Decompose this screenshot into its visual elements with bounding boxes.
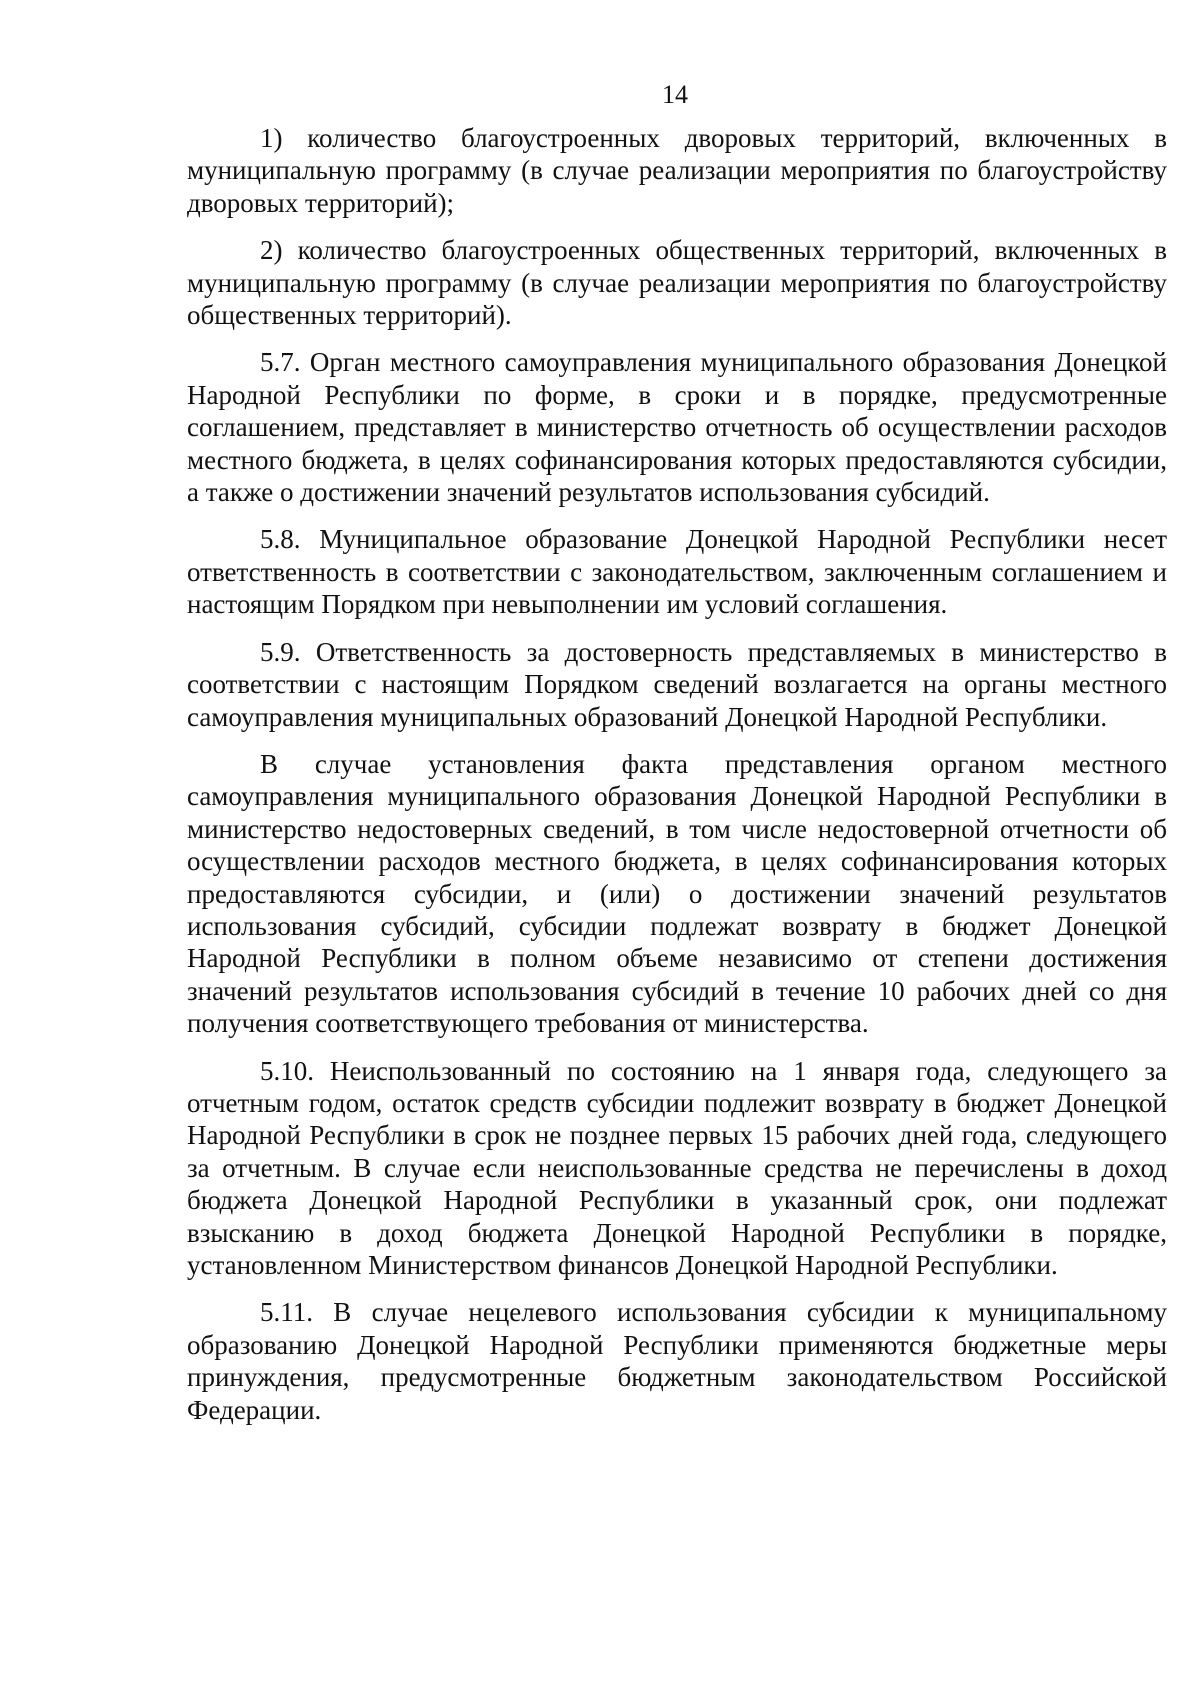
document-body <box>187 122 1167 1441</box>
paragraph-item-1: 1) количество благоустроенных дворовых территорий, включенных в муниципальную программу (в случае реализации мероприятия по благоустройству дворовых территорий); <box>187 123 1167 218</box>
page-number: 14 <box>662 80 688 109</box>
paragraph-5-10: 5.10. Неиспользованный по состоянию на 1 января года, следующего за отчетным годом, остаток средств субсидии подлежит возврату в бюджет Донецкой Народной Республики в срок не позднее первых 15 рабочих дней года, следующего за отчетным. В случае если неиспользованные средства не перечислены в доход бюджета Донецкой Народной Республики в указанный срок, они подлежат взысканию в доход бюджета Донецкой Народной Республики в порядке, установленном Министерством финансов Донецкой Народной Республики. <box>187 1055 1167 1280</box>
paragraph-item-2: 2) количество благоустроенных общественных территорий, включенных в муниципальную программу (в случае реализации мероприятия по благоустройству общественных территорий). <box>187 235 1167 331</box>
paragraph-5-11: 5.11. В случае нецелевого использования субсидии к муниципальному образованию Донецкой Народной Республики применяются бюджетные меры принуждения, предусмотренные бюджетным законодательством Российской Федерации. <box>187 1297 1167 1425</box>
paragraph-5-9-continuation: В случае установления факта представления органом местного самоуправления муниципального образования Донецкой Народной Республики в министерство недостоверных сведений, в том числе недостоверной отчетности об осуществлении расходов местного бюджета, в целях софинансирования которых предоставляются субсидии, и (или) о достижении значений результатов использования субсидий, субсидии подлежат возврату в бюджет Донецкой Народной Республики в полном объеме независимо от степени достижения значений результатов использования субсидий в течение 10 рабочих дней со дня получения соответствующего требования от министерства. <box>187 748 1167 1039</box>
paragraph-5-9: 5.9. Ответственность за достоверность представляемых в министерство в соответствии с настоящим Порядком сведений возлагается на органы местного самоуправления муниципальных образований Донецкой Народной Республики. <box>187 636 1167 732</box>
paragraph-5-8: 5.8. Муниципальное образование Донецкой Народной Республики несет ответственность в соответствии с законодательством, заключенным соглашением и настоящим Порядком при невыполнении им условий соглашения. <box>187 524 1167 620</box>
paragraph-5-7: 5.7. Орган местного самоуправления муниципального образования Донецкой Народной Республики по форме, в сроки и в порядке, предусмотренные соглашением, представляет в министерство отчетность об осуществлении расходов местного бюджета, в целях софинансирования которых предоставляются субсидии, а также о достижении значений результатов использования субсидий. <box>187 347 1167 508</box>
